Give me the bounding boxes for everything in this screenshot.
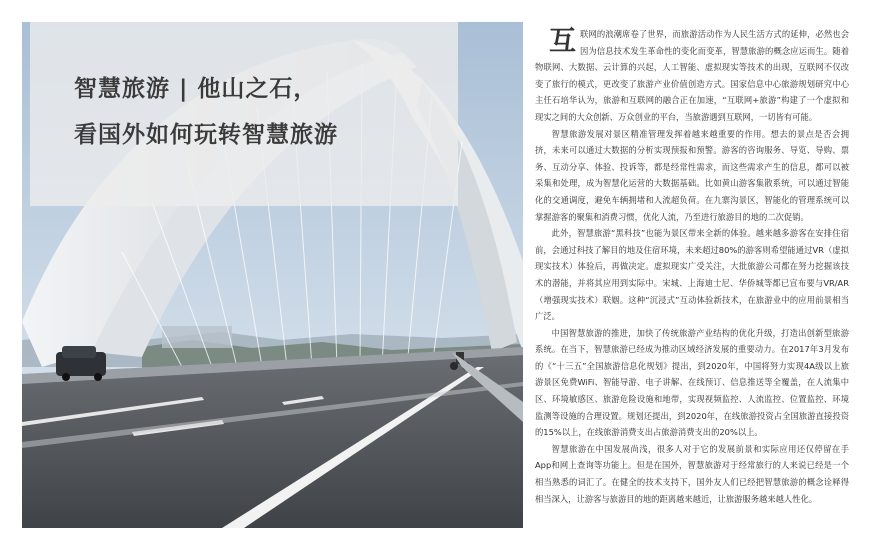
title-line-1: 智慧旅游 | 他山之石， bbox=[74, 76, 318, 102]
paragraph-4: 中国智慧旅游的推进，加快了传统旅游产业结构的优化升级，打造出创新型旅游系统。在当下，智慧旅游已经成为推动区域经济发展的重要动力。在2017年3月发布的《“十三五”全国旅游信息化规划》提出，到2020年，中国将努力实现4A级以上旅游景区免费WiFi、智能导游、电子讲解、在线预订、信息推送等全覆盖，在人流集中区、环境敏感区、旅游危险设施和地带，实现视频监控、人流监控、位置监控、环境监测等设施的合理设置。规划还提出，到2020年，在线旅游投资占全国旅游直接投资的15%以上，在线旅游消费支出占旅游消费支出的20%以上。 bbox=[535, 327, 849, 438]
paragraph-1 bbox=[535, 26, 849, 126]
article-body bbox=[535, 26, 849, 507]
paragraph-1-text: 联网的浪潮席卷了世界，而旅游活动作为人民生活方式的延伸，必然也会因为信息技术发生革命性的变化而变革，智慧旅游的概念应运而生。随着物联网、大数据、云计算的兴起，人工智能、虚拟现实等技术的出现，互联网不仅改变了旅行的模式，更改变了旅游产业价值创造方式。国家信息中心旅游规划研究中心主任石培华认为，旅游和互联网的融合正在加速，“互联网+旅游”构建了一个虚拟和现实之间的大众创新、万众创业的平台，当旅游遇到互联网，一切皆有可能。 bbox=[535, 29, 849, 122]
paragraph-5: 智慧旅游在中国发展尚浅，很多人对于它的发展前景和实际应用还仅停留在手App和网上查询等功能上。但是在国外，智慧旅游对于经常旅行的人来说已经是一个相当熟悉的词汇了。在健全的技术支持下，国外友人们已经把智慧旅游的概念诠释得相当深入，让游客与旅游目的地的距离越来越近，让旅游服务越来越人性化。 bbox=[535, 443, 849, 504]
bridge-photo bbox=[22, 22, 523, 528]
title-line-2: 看国外如何玩转智慧旅游 bbox=[74, 122, 338, 148]
paragraph-3: 此外，智慧旅游“黑科技”也能为景区带来全新的体验。越来越多游客在安排住宿前，会通过科技了解目的地及住宿环境，未来超过80%的游客则希望能通过VR（虚拟现实技术）体验后，再做决定。虚拟现实广受关注，大批旅游公司都在努力挖掘该技术的潜能，并将其应用到实际中。宋城、上海迪士尼、华侨城等都已宣布要与VR/AR（增强现实技术）联姻。这种“沉浸式”互动体验新技术，在旅游业中的应用前景相当广泛。 bbox=[535, 228, 849, 322]
title-overlay bbox=[30, 22, 458, 206]
paragraph-2: 智慧旅游发展对景区精准管理发挥着越来越重要的作用。想去的景点是否会拥挤，未来可以通过大数据的分析实现预报和预警。游客的咨询服务、导览、导购、票务、互动分享、体验、投诉等，都是经常性需求，而这些需求产生的信息，都可以被采集和处理，成为智慧化运营的大数据基础。比如黄山游客集散系统，可以通过智能化的交通调度，避免车辆拥堵和人流超负荷。在九寨沟景区，智能化的管理系统可以掌握游客的聚集和消费习惯，优化人流，乃至进行旅游目的地的二次促销。 bbox=[535, 128, 849, 222]
drop-cap: 互 bbox=[549, 26, 576, 57]
